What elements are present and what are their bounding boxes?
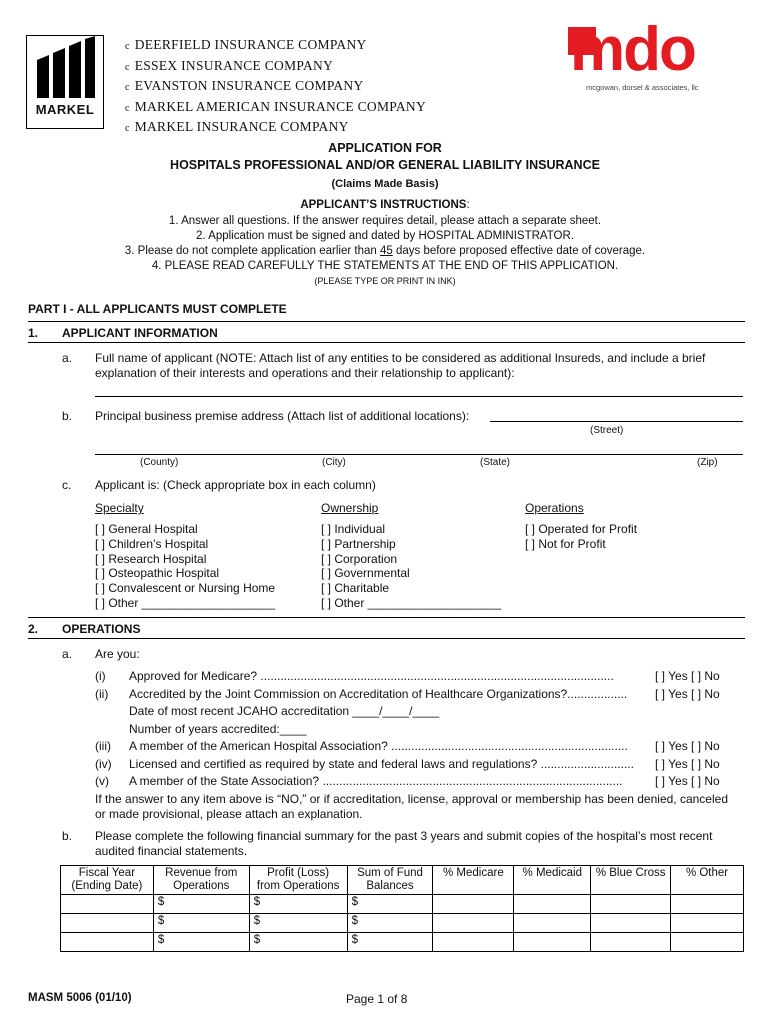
are-you-prompt: Are you: bbox=[95, 647, 140, 661]
title-line2: HOSPITALS PROFESSIONAL AND/OR GENERAL LIABILITY INSURANCE bbox=[170, 158, 600, 172]
specialty-checkbox[interactable]: [ ] Other ____________________ bbox=[95, 595, 276, 610]
table-cell[interactable] bbox=[61, 933, 154, 952]
company-item: c ESSEX INSURANCE COMPANY bbox=[125, 57, 334, 73]
company-item: c MARKEL AMERICAN INSURANCE COMPANY bbox=[125, 98, 426, 114]
table-cell[interactable]: $ bbox=[347, 914, 433, 933]
question-row: (ii) Accredited by the Joint Commission on Accreditation of Healthcare Organizations?.................. [ ] Yes [ ] No bbox=[95, 686, 745, 704]
form-number: MASM 5006 (01/10) bbox=[28, 992, 132, 1004]
table-cell[interactable] bbox=[61, 895, 154, 914]
column-header: % Blue Cross bbox=[591, 866, 671, 895]
table-cell[interactable]: $ bbox=[153, 933, 249, 952]
table-cell[interactable]: $ bbox=[153, 914, 249, 933]
ownership-checkbox[interactable]: [ ] Other ____________________ bbox=[321, 595, 502, 610]
column-header: Revenue from Operations bbox=[153, 866, 249, 895]
table-cell[interactable] bbox=[433, 895, 514, 914]
specialty-checkbox[interactable]: [ ] Research Hospital bbox=[95, 551, 207, 566]
section1-number: 1. bbox=[28, 326, 39, 340]
table-cell[interactable]: $ bbox=[249, 933, 347, 952]
specialty-checkbox[interactable]: [ ] Convalescent or Nursing Home bbox=[95, 581, 276, 596]
table-cell[interactable] bbox=[671, 914, 744, 933]
title-line1: APPLICATION FOR bbox=[328, 141, 442, 155]
city-state-zip-field[interactable] bbox=[95, 454, 743, 455]
question-row: (v) A member of the State Association? .......................................................................................... [ ] Yes [ ] No bbox=[95, 773, 745, 791]
operations-options bbox=[525, 522, 637, 552]
table-cell[interactable] bbox=[591, 914, 671, 933]
operations-checkbox[interactable]: [ ] Operated for Profit bbox=[525, 522, 638, 536]
column-header: % Other bbox=[671, 866, 744, 895]
section2-number: 2. bbox=[28, 622, 39, 636]
table-cell[interactable]: $ bbox=[347, 895, 433, 914]
operations-checkbox[interactable]: [ ] Not for Profit bbox=[525, 536, 606, 551]
table-cell[interactable]: $ bbox=[249, 895, 347, 914]
specialty-checkbox[interactable]: [ ] Children’s Hospital bbox=[95, 536, 209, 551]
state-label: (State) bbox=[480, 457, 511, 468]
table-cell[interactable] bbox=[514, 914, 591, 933]
table-cell[interactable] bbox=[514, 895, 591, 914]
company-list bbox=[125, 36, 426, 139]
item-b-label: b. bbox=[62, 409, 73, 423]
item-c-label: c. bbox=[62, 478, 72, 492]
markel-logo bbox=[26, 35, 104, 129]
table-cell[interactable] bbox=[671, 895, 744, 914]
jcaho-date-field[interactable]: Date of most recent JCAHO accreditation ____/____/____ bbox=[129, 704, 440, 718]
table-row bbox=[61, 895, 744, 914]
table-cell[interactable] bbox=[433, 914, 514, 933]
mdo-logo bbox=[568, 15, 704, 97]
specialty-checkbox[interactable]: [ ] General Hospital bbox=[95, 522, 198, 536]
applicant-name-field[interactable] bbox=[95, 396, 743, 397]
financial-summary-table bbox=[60, 865, 744, 952]
table-cell[interactable]: $ bbox=[249, 914, 347, 933]
divider bbox=[28, 321, 745, 322]
street-field[interactable] bbox=[490, 421, 743, 422]
ownership-checkbox[interactable]: [ ] Governmental bbox=[321, 566, 410, 581]
yes-no-checkbox[interactable]: [ ] Yes [ ] No bbox=[655, 756, 720, 771]
instruction-4: 4. PLEASE READ CAREFULLY THE STATEMENTS AT THE END OF THIS APPLICATION. bbox=[151, 260, 619, 272]
part1-title: PART I - ALL APPLICANTS MUST COMPLETE bbox=[28, 302, 287, 316]
ownership-checkbox[interactable]: [ ] Corporation bbox=[321, 551, 398, 566]
specialty-options bbox=[95, 522, 275, 611]
ownership-checkbox[interactable]: [ ] Charitable bbox=[321, 581, 390, 596]
divider bbox=[28, 342, 745, 343]
county-label: (County) bbox=[140, 457, 179, 468]
company-item: c MARKEL INSURANCE COMPANY bbox=[125, 119, 349, 134]
ownership-checkbox[interactable]: [ ] Partnership bbox=[321, 536, 396, 551]
instruction-2: 2. Application must be signed and dated by HOSPITAL ADMINISTRATOR. bbox=[196, 230, 574, 242]
operations-heading: Operations bbox=[525, 501, 584, 515]
question-row: (iv) Licensed and certified as required by state and federal laws and regulations? ............................ [ ] Yes [ ] No bbox=[95, 756, 745, 774]
table-header-row bbox=[61, 866, 744, 895]
street-label: (Street) bbox=[590, 425, 624, 436]
divider bbox=[28, 638, 745, 639]
divider bbox=[28, 617, 745, 618]
markel-bars-icon bbox=[27, 36, 103, 108]
yes-no-checkbox[interactable]: [ ] Yes [ ] No bbox=[655, 669, 720, 683]
years-accredited-field[interactable]: Number of years accredited:____ bbox=[129, 721, 307, 736]
yes-no-checkbox[interactable]: [ ] Yes [ ] No bbox=[655, 774, 720, 788]
mdo-wordmark: mdo bbox=[570, 15, 695, 84]
s2-item-a-label: a. bbox=[62, 647, 73, 661]
question-row: (iii) A member of the American Hospital Association? ....................................................................... [ ] Yes [ ] No bbox=[95, 738, 745, 756]
table-cell[interactable] bbox=[61, 914, 154, 933]
explanation-note-2: or made provisional, please attach an explanation. bbox=[95, 807, 363, 821]
question-row bbox=[95, 721, 745, 739]
section1-title: APPLICANT INFORMATION bbox=[62, 326, 218, 340]
column-header: Sum of Fund Balances bbox=[347, 866, 433, 895]
table-cell[interactable] bbox=[433, 933, 514, 952]
specialty-heading: Specialty bbox=[95, 501, 144, 515]
table-cell[interactable] bbox=[591, 933, 671, 952]
column-header: % Medicaid bbox=[514, 866, 591, 895]
title-line3: (Claims Made Basis) bbox=[331, 178, 439, 190]
table-cell[interactable]: $ bbox=[347, 933, 433, 952]
specialty-checkbox[interactable]: [ ] Osteopathic Hospital bbox=[95, 566, 220, 581]
instructions-title: APPLICANT’S INSTRUCTIONS: bbox=[300, 199, 470, 211]
company-item: c EVANSTON INSURANCE COMPANY bbox=[125, 78, 364, 93]
ownership-heading: Ownership bbox=[321, 501, 379, 515]
table-cell[interactable] bbox=[591, 895, 671, 914]
column-header: Fiscal Year (Ending Date) bbox=[61, 866, 154, 895]
mdo-subtitle: mcgowan, dorsel & associates, llc bbox=[586, 83, 699, 92]
yes-no-checkbox[interactable]: [ ] Yes [ ] No bbox=[655, 739, 720, 753]
ownership-checkbox[interactable]: [ ] Individual bbox=[321, 522, 386, 536]
table-cell[interactable] bbox=[671, 933, 744, 952]
zip-label: (Zip) bbox=[697, 457, 718, 468]
table-cell[interactable]: $ bbox=[153, 895, 249, 914]
address-prompt: Principal business premise address (Attach list of additional locations): bbox=[95, 409, 470, 423]
explanation-note: If the answer to any item above is “NO,” or if accreditation, license, approval or membership has been denied, canceled bbox=[95, 792, 728, 806]
page-number: Page 1 of 8 bbox=[346, 992, 408, 1006]
item-a-label: a. bbox=[62, 351, 73, 365]
section2-title: OPERATIONS bbox=[62, 622, 141, 636]
markel-wordmark: MARKEL bbox=[35, 102, 95, 117]
table-row bbox=[61, 933, 744, 952]
applicant-name-prompt-2: explanation of their interests and operations and their relationship to applicant): bbox=[95, 366, 515, 380]
column-header: % Medicare bbox=[433, 866, 514, 895]
instruction-3: 3. Please do not complete application earlier than 45 days before proposed effective date of coverage. bbox=[124, 245, 646, 257]
ownership-options bbox=[321, 522, 501, 611]
question-list bbox=[95, 668, 745, 791]
question-row bbox=[95, 703, 745, 721]
financial-summary-prompt-2: audited financial statements. bbox=[95, 844, 248, 858]
instruction-1: 1. Answer all questions. If the answer requires detail, please attach a separate sheet. bbox=[168, 215, 602, 227]
instruction-5: (PLEASE TYPE OR PRINT IN INK) bbox=[314, 276, 456, 286]
applicant-type-prompt: Applicant is: (Check appropriate box in each column) bbox=[95, 478, 376, 492]
column-header: Profit (Loss) from Operations bbox=[249, 866, 347, 895]
question-row: (i) Approved for Medicare? .......................................................................................................... [ ] Yes [ ] No bbox=[95, 668, 745, 686]
table-cell[interactable] bbox=[514, 933, 591, 952]
yes-no-checkbox[interactable]: [ ] Yes [ ] No bbox=[655, 686, 720, 701]
table-row bbox=[61, 914, 744, 933]
s2-item-b-label: b. bbox=[62, 829, 73, 843]
city-label: (City) bbox=[322, 457, 346, 468]
applicant-name-prompt: Full name of applicant (NOTE: Attach list of any entities to be considered as additional Insureds, and include a brief bbox=[95, 351, 706, 365]
company-item: c DEERFIELD INSURANCE COMPANY bbox=[125, 37, 367, 52]
financial-summary-prompt: Please complete the following financial summary for the past 3 years and submit copies of the hospital’s most recent bbox=[95, 829, 713, 843]
